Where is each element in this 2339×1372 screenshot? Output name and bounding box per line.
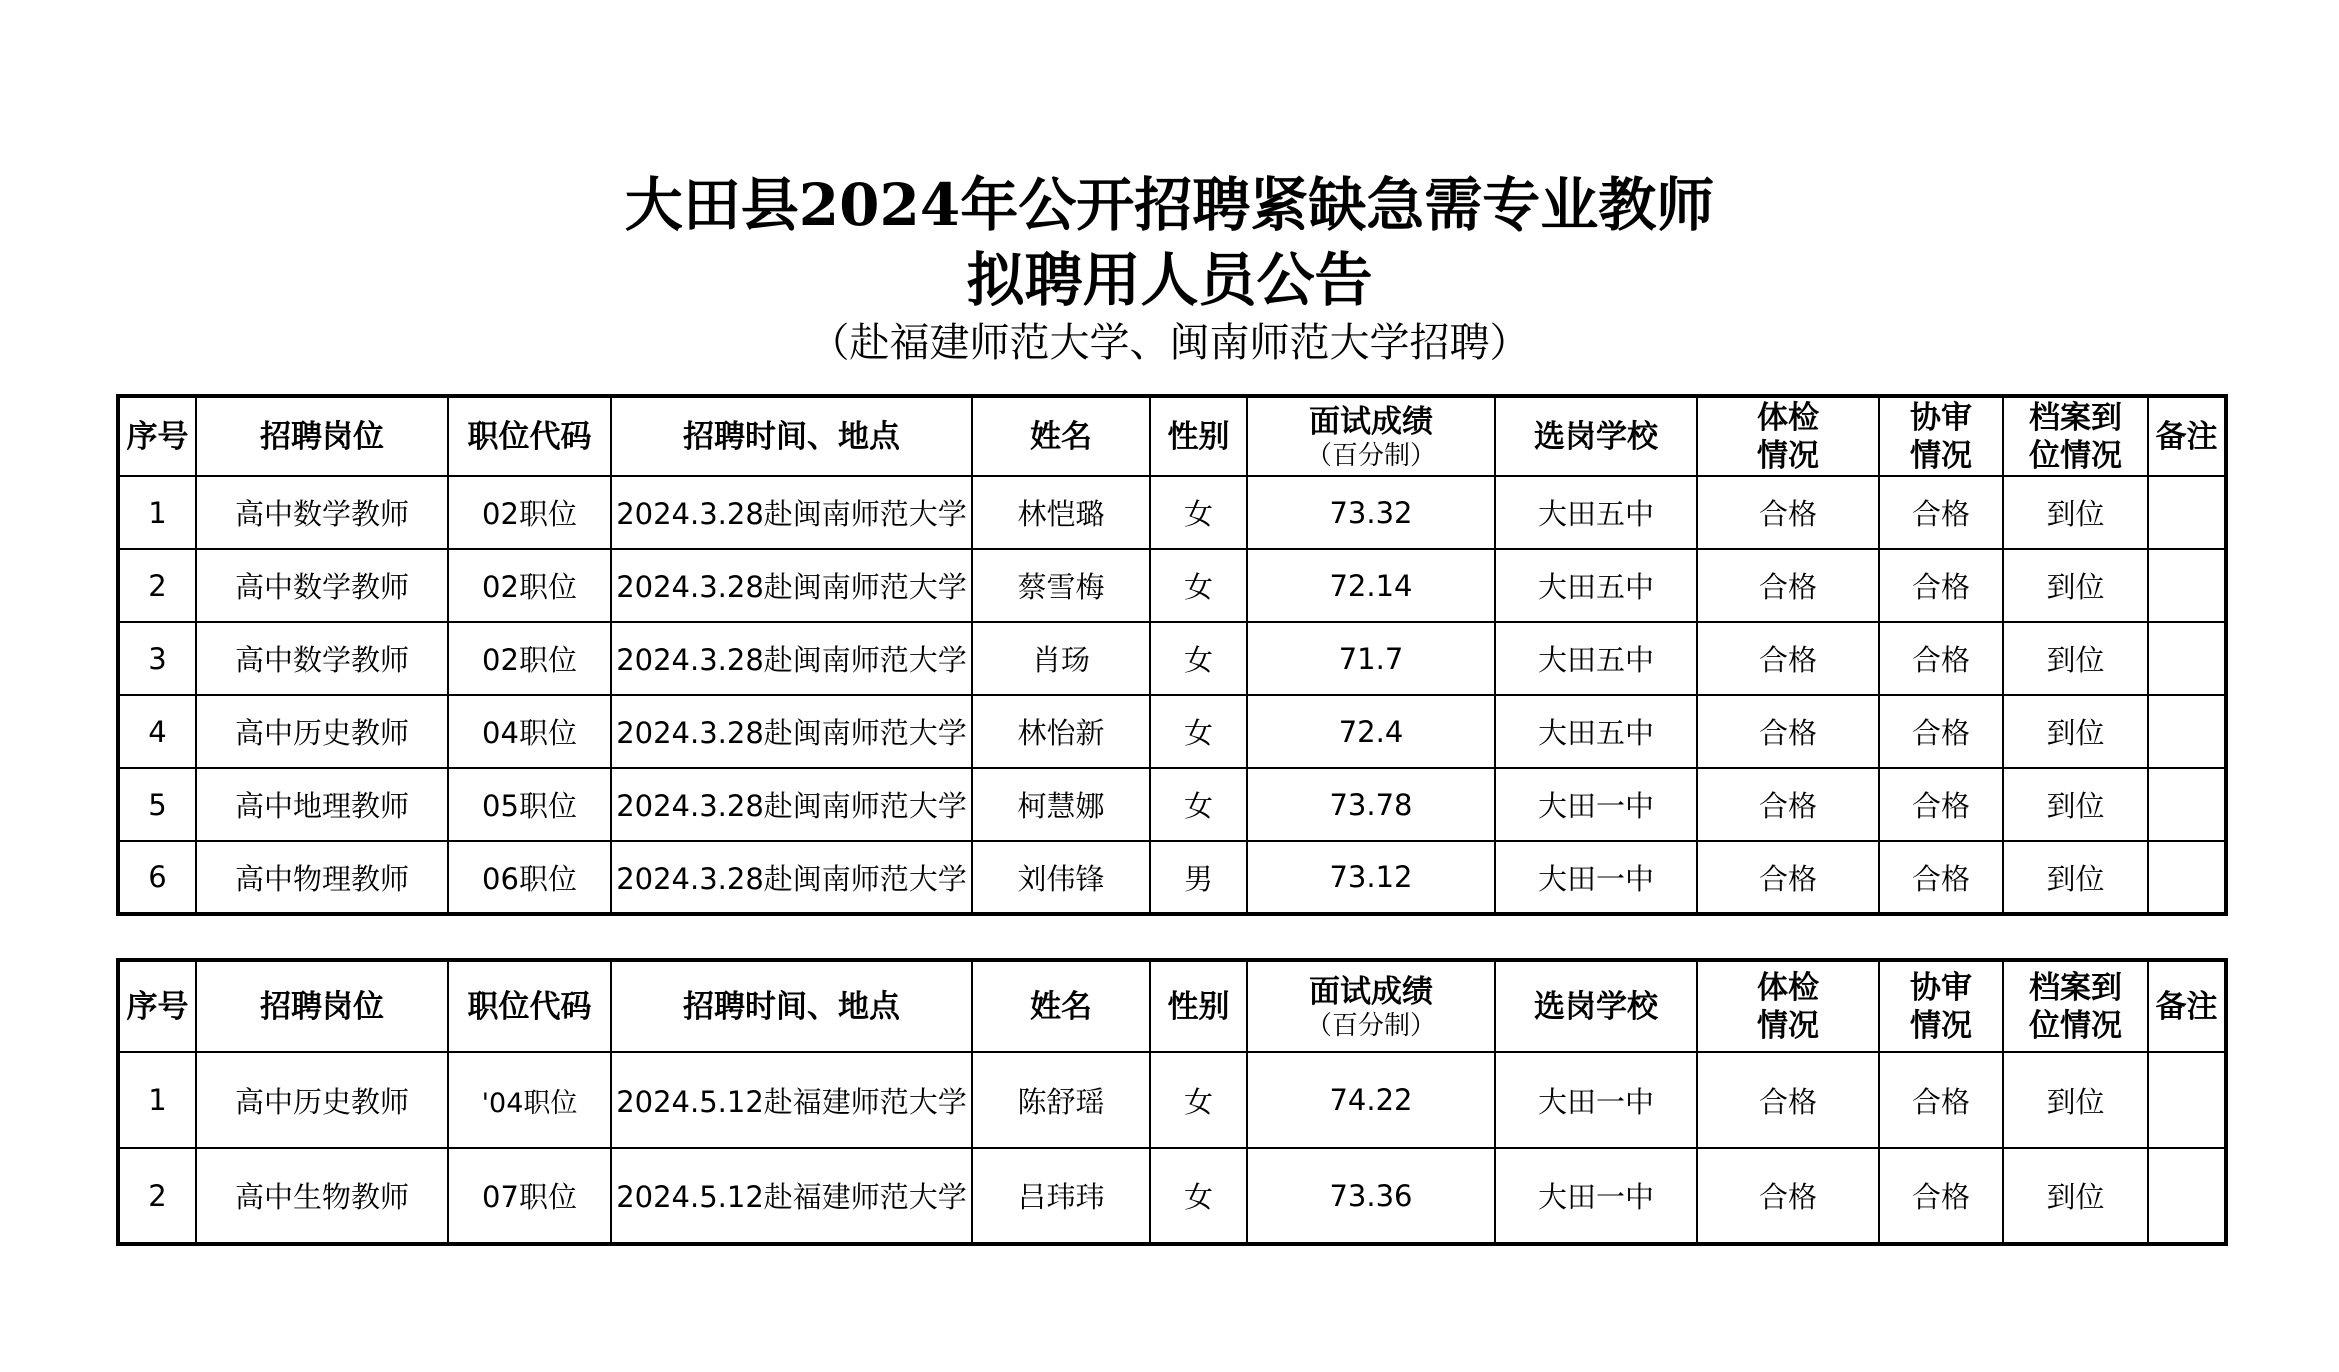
header-seq: 序号 — [118, 960, 196, 1052]
header-file — [2003, 960, 2148, 1052]
table-header-row — [118, 960, 2226, 1052]
page-title: 大田县2024年公开招聘紧缺急需专业教师 — [624, 171, 1715, 239]
cell-school: 大田五中 — [1495, 549, 1697, 622]
cell-file: 到位 — [2003, 841, 2148, 914]
cell-school: 大田五中 — [1495, 622, 1697, 695]
cell-file: 到位 — [2003, 768, 2148, 841]
cell-time-place: 2024.3.28赴闽南师范大学 — [611, 622, 972, 695]
cell-gender: 女 — [1150, 768, 1247, 841]
header-time-place: 招聘时间、地点 — [611, 396, 972, 476]
header-position: 招聘岗位 — [196, 960, 448, 1052]
header-seq: 序号 — [118, 396, 196, 476]
cell-position: 高中数学教师 — [196, 549, 448, 622]
header-review — [1879, 960, 2003, 1052]
table-row — [118, 1148, 2226, 1244]
header-review-2: 情况 — [1910, 1007, 1972, 1044]
cell-seq: 6 — [118, 841, 196, 914]
header-school: 选岗学校 — [1495, 396, 1697, 476]
table-row — [118, 549, 2226, 622]
cell-file: 到位 — [2003, 476, 2148, 549]
cell-gender: 女 — [1150, 476, 1247, 549]
cell-physical: 合格 — [1697, 695, 1879, 768]
cell-file: 到位 — [2003, 1052, 2148, 1148]
cell-time-place: 2024.3.28赴闽南师范大学 — [611, 841, 972, 914]
cell-name: 林恺璐 — [972, 476, 1150, 549]
header-remark: 备注 — [2148, 396, 2226, 476]
header-gender: 性别 — [1150, 960, 1247, 1052]
cell-score: 73.36 — [1247, 1148, 1495, 1244]
cell-seq: 5 — [118, 768, 196, 841]
cell-score: 72.4 — [1247, 695, 1495, 768]
cell-physical: 合格 — [1697, 768, 1879, 841]
cell-file: 到位 — [2003, 549, 2148, 622]
table-row — [118, 476, 2226, 549]
cell-time-place: 2024.3.28赴闽南师范大学 — [611, 476, 972, 549]
header-physical — [1697, 960, 1879, 1052]
header-review-1: 协审 — [1910, 969, 1972, 1006]
cell-position: 高中物理教师 — [196, 841, 448, 914]
cell-code: 02职位 — [448, 476, 611, 549]
cell-name: 林怡新 — [972, 695, 1150, 768]
cell-physical: 合格 — [1697, 1052, 1879, 1148]
cell-name: 刘伟锋 — [972, 841, 1150, 914]
cell-remark — [2148, 1148, 2226, 1244]
cell-score: 72.14 — [1247, 549, 1495, 622]
header-gender: 性别 — [1150, 396, 1247, 476]
cell-position: 高中地理教师 — [196, 768, 448, 841]
cell-name: 吕玮玮 — [972, 1148, 1150, 1244]
cell-remark — [2148, 768, 2226, 841]
cell-school: 大田一中 — [1495, 1052, 1697, 1148]
cell-name: 蔡雪梅 — [972, 549, 1150, 622]
cell-seq: 3 — [118, 622, 196, 695]
header-physical — [1697, 396, 1879, 476]
header-position: 招聘岗位 — [196, 396, 448, 476]
cell-review: 合格 — [1879, 1148, 2003, 1244]
cell-remark — [2148, 1052, 2226, 1148]
cell-review: 合格 — [1879, 476, 2003, 549]
header-physical-1: 体检 — [1757, 399, 1819, 436]
cell-remark — [2148, 549, 2226, 622]
header-code: 职位代码 — [448, 396, 611, 476]
cell-file: 到位 — [2003, 622, 2148, 695]
header-time-place: 招聘时间、地点 — [611, 960, 972, 1052]
cell-time-place: 2024.3.28赴闽南师范大学 — [611, 768, 972, 841]
cell-seq: 1 — [118, 476, 196, 549]
cell-position: 高中数学教师 — [196, 476, 448, 549]
cell-gender: 女 — [1150, 695, 1247, 768]
table-row — [118, 841, 2226, 914]
header-score-label: 面试成绩 — [1309, 973, 1433, 1010]
cell-score: 73.78 — [1247, 768, 1495, 841]
page-subtitle: （赴福建师范大学、闽南师范大学招聘） — [809, 320, 1530, 366]
cell-code: 04职位 — [448, 695, 611, 768]
table-row — [118, 1052, 2226, 1148]
cell-score: 71.7 — [1247, 622, 1495, 695]
header-school: 选岗学校 — [1495, 960, 1697, 1052]
cell-seq: 1 — [118, 1052, 196, 1148]
header-file-1: 档案到 — [2029, 399, 2122, 436]
cell-gender: 男 — [1150, 841, 1247, 914]
cell-time-place: 2024.3.28赴闽南师范大学 — [611, 695, 972, 768]
header-file — [2003, 396, 2148, 476]
header-code: 职位代码 — [448, 960, 611, 1052]
cell-name: 肖玚 — [972, 622, 1150, 695]
cell-review: 合格 — [1879, 1052, 2003, 1148]
cell-score: 73.32 — [1247, 476, 1495, 549]
header-score — [1247, 396, 1495, 476]
cell-code — [448, 1052, 611, 1148]
cell-review: 合格 — [1879, 549, 2003, 622]
cell-name: 柯慧娜 — [972, 768, 1150, 841]
cell-code: 06职位 — [448, 841, 611, 914]
cell-remark — [2148, 622, 2226, 695]
header-review — [1879, 396, 2003, 476]
cell-file: 到位 — [2003, 695, 2148, 768]
cell-gender: 女 — [1150, 1148, 1247, 1244]
cell-seq: 4 — [118, 695, 196, 768]
header-score-note: （百分制） — [1305, 440, 1436, 471]
cell-school: 大田一中 — [1495, 841, 1697, 914]
cell-seq: 2 — [118, 549, 196, 622]
cell-name: 陈舒瑶 — [972, 1052, 1150, 1148]
cell-physical: 合格 — [1697, 476, 1879, 549]
table-row — [118, 695, 2226, 768]
cell-physical: 合格 — [1697, 841, 1879, 914]
cell-score: 73.12 — [1247, 841, 1495, 914]
cell-remark — [2148, 695, 2226, 768]
header-file-2: 位情况 — [2029, 1007, 2122, 1044]
cell-position: 高中生物教师 — [196, 1148, 448, 1244]
header-physical-2: 情况 — [1757, 1007, 1819, 1044]
cell-time-place: 2024.5.12赴福建师范大学 — [611, 1148, 972, 1244]
recruit-table-2 — [116, 958, 2228, 1246]
header-file-2: 位情况 — [2029, 437, 2122, 474]
header-physical-1: 体检 — [1757, 969, 1819, 1006]
table-row — [118, 768, 2226, 841]
header-name: 姓名 — [972, 396, 1150, 476]
header-review-2: 情况 — [1910, 437, 1972, 474]
header-score-label: 面试成绩 — [1309, 403, 1433, 440]
cell-seq: 2 — [118, 1148, 196, 1244]
header-remark: 备注 — [2148, 960, 2226, 1052]
cell-code: 02职位 — [448, 549, 611, 622]
table-header-row — [118, 396, 2226, 476]
cell-remark — [2148, 476, 2226, 549]
cell-position: 高中数学教师 — [196, 622, 448, 695]
cell-file: 到位 — [2003, 1148, 2148, 1244]
cell-remark — [2148, 841, 2226, 914]
cell-code-text: '04职位 — [481, 1087, 578, 1119]
cell-review: 合格 — [1879, 622, 2003, 695]
cell-gender: 女 — [1150, 549, 1247, 622]
cell-position: 高中历史教师 — [196, 695, 448, 768]
cell-school: 大田五中 — [1495, 476, 1697, 549]
header-score — [1247, 960, 1495, 1052]
cell-code: 07职位 — [448, 1148, 611, 1244]
cell-time-place: 2024.3.28赴闽南师范大学 — [611, 549, 972, 622]
cell-school: 大田一中 — [1495, 1148, 1697, 1244]
header-score-note: （百分制） — [1305, 1010, 1436, 1041]
cell-position: 高中历史教师 — [196, 1052, 448, 1148]
cell-time-place: 2024.5.12赴福建师范大学 — [611, 1052, 972, 1148]
header-physical-2: 情况 — [1757, 437, 1819, 474]
page-title-line2: 拟聘用人员公告 — [966, 246, 1373, 314]
cell-gender: 女 — [1150, 622, 1247, 695]
cell-code: 05职位 — [448, 768, 611, 841]
table-row — [118, 622, 2226, 695]
cell-review: 合格 — [1879, 768, 2003, 841]
cell-review: 合格 — [1879, 695, 2003, 768]
cell-school: 大田一中 — [1495, 768, 1697, 841]
cell-school: 大田五中 — [1495, 695, 1697, 768]
cell-score: 74.22 — [1247, 1052, 1495, 1148]
cell-code: 02职位 — [448, 622, 611, 695]
cell-physical: 合格 — [1697, 622, 1879, 695]
cell-physical: 合格 — [1697, 549, 1879, 622]
cell-gender: 女 — [1150, 1052, 1247, 1148]
header-file-1: 档案到 — [2029, 969, 2122, 1006]
cell-review: 合格 — [1879, 841, 2003, 914]
header-review-1: 协审 — [1910, 399, 1972, 436]
header-name: 姓名 — [972, 960, 1150, 1052]
cell-physical: 合格 — [1697, 1148, 1879, 1244]
recruit-table-1 — [116, 394, 2228, 916]
